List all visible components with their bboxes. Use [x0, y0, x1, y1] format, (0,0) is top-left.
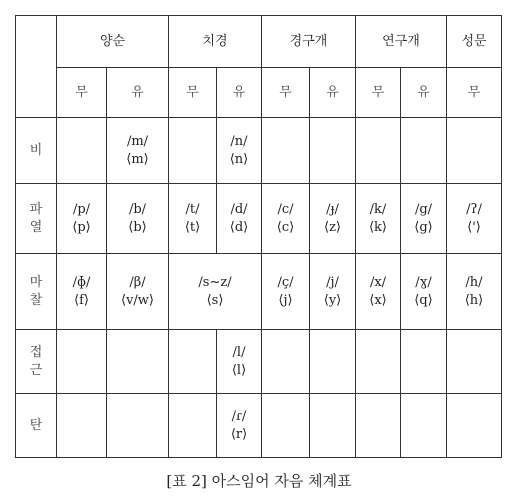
cell-m [107, 118, 169, 184]
orthography: ⟨j⟩ [278, 292, 293, 308]
orthography: ⟨x⟩ [369, 292, 387, 308]
row-label-text: 근 [29, 362, 43, 378]
cell-y [310, 254, 356, 330]
table-caption: [표 2] 아스임어 자음 체계표 [166, 472, 352, 490]
cell-q [401, 254, 447, 330]
ipa-symbol: /j/ [326, 274, 339, 290]
orthography: ⟨k⟩ [368, 219, 388, 235]
cell-empty [447, 394, 502, 458]
row-tap [16, 394, 502, 458]
cell-empty [401, 394, 447, 458]
orthography: ⟨c⟩ [276, 219, 295, 235]
cell-empty [169, 394, 217, 458]
consonant-table-container [15, 15, 502, 458]
sub-header-voiced: 유 [107, 68, 169, 118]
cell-g [401, 184, 447, 254]
row-label-text: 마 [29, 274, 43, 290]
cell-z [310, 184, 356, 254]
ipa-symbol: /n/ [230, 133, 248, 149]
ipa-symbol: /h/ [465, 274, 483, 290]
ipa-symbol: /ɸ/ [72, 274, 91, 290]
orthography: ⟨q⟩ [414, 292, 433, 308]
cell-l [217, 330, 262, 394]
ipa-symbol: /l/ [232, 344, 246, 360]
cell-t [169, 184, 217, 254]
orthography: ⟨z⟩ [324, 219, 341, 235]
orthography: ⟨'⟩ [467, 219, 481, 235]
cell-p [57, 184, 107, 254]
sub-header-voiced: 유 [310, 68, 356, 118]
row-approximant [16, 330, 502, 394]
ipa-symbol: /b/ [128, 201, 147, 217]
consonant-table [15, 15, 502, 458]
cell-empty [310, 394, 356, 458]
header-alveolar: 치경 [169, 16, 262, 68]
header-velar: 연구개 [356, 16, 447, 68]
cell-empty [262, 394, 310, 458]
ipa-symbol: /s~z/ [198, 274, 232, 290]
cell-empty [262, 118, 310, 184]
ipa-symbol: /p/ [72, 201, 91, 217]
ipa-symbol: /t/ [185, 201, 200, 217]
orthography: ⟨d⟩ [229, 219, 249, 235]
ipa-symbol: /ɟ/ [326, 201, 339, 217]
header-bilabial: 양순 [57, 16, 169, 68]
cell-d [217, 184, 262, 254]
sub-header-voiceless: 무 [169, 68, 217, 118]
row-plosive [16, 184, 502, 254]
ipa-symbol: /β/ [129, 274, 146, 290]
ipa-symbol: /k/ [369, 201, 387, 217]
orthography: ⟨m⟩ [126, 151, 149, 167]
row-label-approximant [16, 330, 57, 394]
cell-empty [107, 330, 169, 394]
cell-empty [447, 330, 502, 394]
cell-x [356, 254, 401, 330]
cell-glottal-stop [447, 184, 502, 254]
orthography: ⟨f⟩ [74, 292, 89, 308]
cell-c [262, 184, 310, 254]
cell-empty [169, 118, 217, 184]
row-label-text: 열 [29, 219, 43, 235]
row-label-tap [16, 394, 57, 458]
cell-n [217, 118, 262, 184]
ipa-symbol: /ʔ/ [466, 201, 482, 217]
orthography: ⟨l⟩ [231, 362, 247, 378]
row-nasal [16, 118, 502, 184]
cell-empty [401, 118, 447, 184]
row-fricative [16, 254, 502, 330]
group-header-row [16, 16, 502, 68]
cell-empty [262, 330, 310, 394]
cell-s [169, 254, 262, 330]
row-label-plosive [16, 184, 57, 254]
orthography: ⟨y⟩ [323, 292, 342, 308]
cell-k [356, 184, 401, 254]
row-label-fricative [16, 254, 57, 330]
cell-empty [57, 330, 107, 394]
orthography: ⟨r⟩ [230, 426, 248, 442]
orthography: ⟨g⟩ [414, 219, 433, 235]
cell-empty [169, 330, 217, 394]
cell-empty [447, 118, 502, 184]
cell-j [262, 254, 310, 330]
cell-empty [356, 394, 401, 458]
orthography: ⟨b⟩ [128, 219, 147, 235]
sub-header-voiceless: 무 [447, 68, 502, 118]
cell-empty [107, 394, 169, 458]
cell-empty [57, 118, 107, 184]
sub-header-voiced: 유 [401, 68, 447, 118]
orthography: ⟨n⟩ [229, 151, 249, 167]
row-label-text: 탄 [29, 417, 43, 433]
orthography: ⟨h⟩ [464, 292, 484, 308]
ipa-symbol: /g/ [414, 201, 433, 217]
ipa-symbol: /ç/ [277, 274, 294, 290]
sub-header-voiceless: 무 [57, 68, 107, 118]
ipa-symbol: /m/ [126, 133, 149, 149]
cell-empty [57, 394, 107, 458]
header-glottal: 성문 [447, 16, 502, 68]
voicing-header-row [16, 68, 502, 118]
ipa-symbol: /ɣ/ [415, 274, 432, 290]
ipa-symbol: /c/ [277, 201, 294, 217]
sub-header-voiceless: 무 [356, 68, 401, 118]
cell-empty [310, 330, 356, 394]
row-label-text: 접 [29, 344, 43, 360]
orthography: ⟨t⟩ [184, 219, 201, 235]
cell-empty [356, 330, 401, 394]
cell-empty [310, 118, 356, 184]
row-label-text: 찰 [29, 292, 43, 308]
ipa-symbol: /ɾ/ [231, 408, 247, 424]
cell-h [447, 254, 502, 330]
header-palatal: 경구개 [262, 16, 356, 68]
cell-v-w [107, 254, 169, 330]
orthography: ⟨p⟩ [72, 219, 91, 235]
cell-b [107, 184, 169, 254]
orthography: ⟨v/w⟩ [121, 292, 154, 308]
cell-r [217, 394, 262, 458]
ipa-symbol: /d/ [230, 201, 248, 217]
corner-cell [16, 16, 57, 118]
cell-f [57, 254, 107, 330]
row-label-text: 파 [29, 201, 43, 217]
cell-empty [356, 118, 401, 184]
row-label-text: 비 [29, 142, 43, 158]
row-label-nasal [16, 118, 57, 184]
orthography: ⟨s⟩ [206, 292, 224, 308]
sub-header-voiceless: 무 [262, 68, 310, 118]
cell-empty [401, 330, 447, 394]
ipa-symbol: /x/ [369, 274, 387, 290]
sub-header-voiced: 유 [217, 68, 262, 118]
